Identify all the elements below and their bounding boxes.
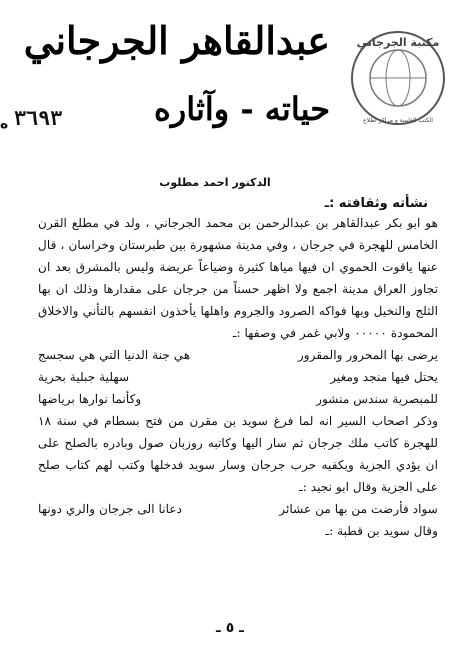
stamp-inner-text: الكتب العلمية و مراكز اطلاع	[363, 117, 433, 124]
verse-line	[38, 344, 438, 366]
verse-left: يرضى بها المحرور والمقرور	[297, 348, 438, 362]
section-heading: نشأته وثقافته :ـ	[324, 196, 428, 211]
verse-line	[38, 366, 438, 388]
paragraph-1: هو ابو بكر عبدالقاهر بن عبدالرحمن بن محمد الجرجاني ، ولد في مطلع القرن الخامس للهجرة في جرجان ، وفي مدينة مشهورة بين طبرستان وخراسان ، قال عنها ياقوت الحموي ان فيها مياها كثيرة وضياعاً عريضة وليس بالمشرق بعد ان تجاوز العراق مدينة اجمع ولا اظهر حسناً من جرجان على مقدارها وذلك ان بها الثلج والنخيل وبها فواكه الصرود والجروم واهلها يأخذون انفسهم بالتأني والاخلاق المحمودة ٠٠٠٠٠ ولابي غمر في وصفها :ـ	[38, 216, 438, 340]
verse-right: سهلية جبلية بحرية	[38, 370, 130, 384]
edge-mark: ه	[0, 116, 9, 132]
reference-number: ٣٦٩٣	[14, 106, 63, 130]
page-title: عبدالقاهر الجرجاني	[23, 18, 330, 63]
page-subtitle: حياته - وآثاره	[153, 90, 330, 128]
verse-right: هي جنة الدنيا التي هي سجسج	[38, 348, 191, 362]
verse-left: يحتل فيها منجد ومغير	[330, 370, 438, 384]
verse-line	[38, 498, 438, 520]
verse-right: وكأنما نوارها برياضها	[38, 392, 142, 406]
author-name: الدكتور احمد مطلوب	[159, 176, 271, 189]
body-text	[38, 212, 438, 542]
verse-right: دعانا الى جرجان والري دونها	[38, 502, 183, 516]
stamp-outer-text: مكتبة الجرجاني	[356, 36, 440, 49]
page-number: ـ ٥ ـ	[216, 620, 244, 636]
paragraph-2: وذكر اصحاب السير انه لما فرغ سويد بن مقرن من فتح بسطام في سنة ١٨ للهجرة كاتب ملك جرجان ثم سار اليها وكاتبه روزبان صول وبادره بالصلح على ان يؤدي الجزية ويكفيه حرب جرجان وسار سويد فدخلها وكتب لهم كتاب صلح على الجزية وقال ابو نجيد :ـ	[38, 414, 438, 494]
verse-left: للمبصرية سندس منشور	[316, 392, 438, 406]
verse-line	[38, 388, 438, 410]
verse-left: سواد فأرضت من بها من عشائر	[279, 502, 438, 516]
closing-line: وقال سويد بن قطبة :ـ	[325, 524, 438, 538]
library-stamp	[338, 18, 458, 138]
